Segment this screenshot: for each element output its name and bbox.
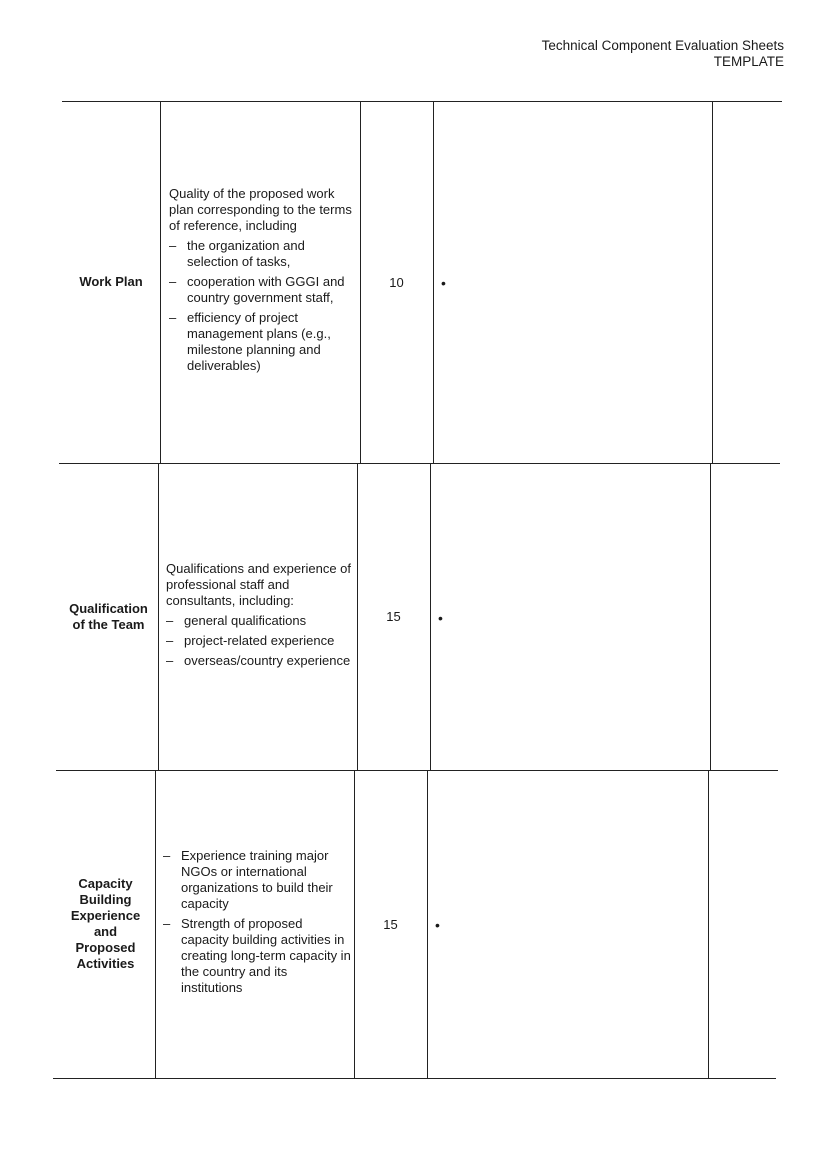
column-divider xyxy=(710,463,711,770)
score-cell xyxy=(354,770,427,1078)
header-title: Technical Component Evaluation Sheets xyxy=(541,38,784,53)
description-list xyxy=(163,848,351,996)
dash-marker: – xyxy=(163,848,171,863)
column-divider xyxy=(712,101,713,463)
header-subtitle: TEMPLATE xyxy=(713,54,784,69)
page-header xyxy=(542,38,784,70)
comment-bullet: • xyxy=(438,610,443,626)
description-list xyxy=(166,613,354,669)
comment-cell xyxy=(441,101,701,465)
comment-bullet: • xyxy=(441,275,446,291)
description-list xyxy=(169,238,355,374)
column-divider xyxy=(433,101,434,463)
description-cell xyxy=(169,101,355,463)
list-item-text: general qualifications xyxy=(184,612,307,628)
dash-marker: – xyxy=(166,652,174,668)
list-item xyxy=(163,848,351,912)
dash-marker: – xyxy=(169,310,177,325)
criterion-label: Qualification of the Team xyxy=(69,600,148,632)
list-item xyxy=(166,653,354,669)
criterion-cell xyxy=(59,463,158,770)
dash-marker: – xyxy=(163,916,171,931)
description-cell xyxy=(166,463,354,770)
column-divider xyxy=(430,463,431,770)
score-cell xyxy=(357,463,430,770)
list-item-text: overseas/country experience xyxy=(184,652,351,668)
criterion-label: Work Plan xyxy=(79,274,143,289)
dash-marker: – xyxy=(169,274,177,289)
description-intro: Quality of the proposed work plan corresponding to the terms of reference, including xyxy=(169,186,352,233)
column-divider xyxy=(708,770,709,1078)
comment-cell xyxy=(435,770,695,1080)
list-item xyxy=(169,238,355,270)
comment-bullet: • xyxy=(435,917,440,933)
list-item-text: Strength of proposed capacity building activities in creating long-term capacity in the country and its institutions xyxy=(181,916,351,995)
list-item-text: efficiency of project management plans (e.g., milestone planning and deliverables) xyxy=(187,310,331,373)
score-value: 10 xyxy=(389,274,404,290)
description-cell xyxy=(163,770,351,1078)
dash-marker: – xyxy=(166,632,174,648)
column-divider xyxy=(427,770,428,1078)
list-item xyxy=(169,274,355,306)
list-item-text: cooperation with GGGI and country government staff, xyxy=(187,274,345,305)
list-item-text: the organization and selection of tasks, xyxy=(187,238,305,269)
criterion-label: Capacity Building Experience and Proposed Activities xyxy=(70,876,141,971)
dash-marker: – xyxy=(166,612,174,628)
column-divider xyxy=(158,463,159,770)
column-divider xyxy=(160,101,161,463)
score-value: 15 xyxy=(383,916,398,932)
list-item-text: Experience training major NGOs or international organizations to build their capacity xyxy=(181,848,333,911)
comment-cell xyxy=(438,463,698,773)
score-value: 15 xyxy=(386,609,401,624)
score-cell xyxy=(360,101,433,463)
dash-marker: – xyxy=(169,238,177,253)
criterion-cell xyxy=(56,770,155,1078)
column-divider xyxy=(155,770,156,1078)
criterion-cell xyxy=(62,101,160,463)
list-item xyxy=(166,633,354,649)
description-intro: Qualifications and experience of professional staff and consultants, including: xyxy=(166,560,352,608)
list-item xyxy=(163,916,351,996)
list-item xyxy=(166,613,354,629)
list-item-text: project-related experience xyxy=(184,632,335,648)
list-item xyxy=(169,310,355,374)
